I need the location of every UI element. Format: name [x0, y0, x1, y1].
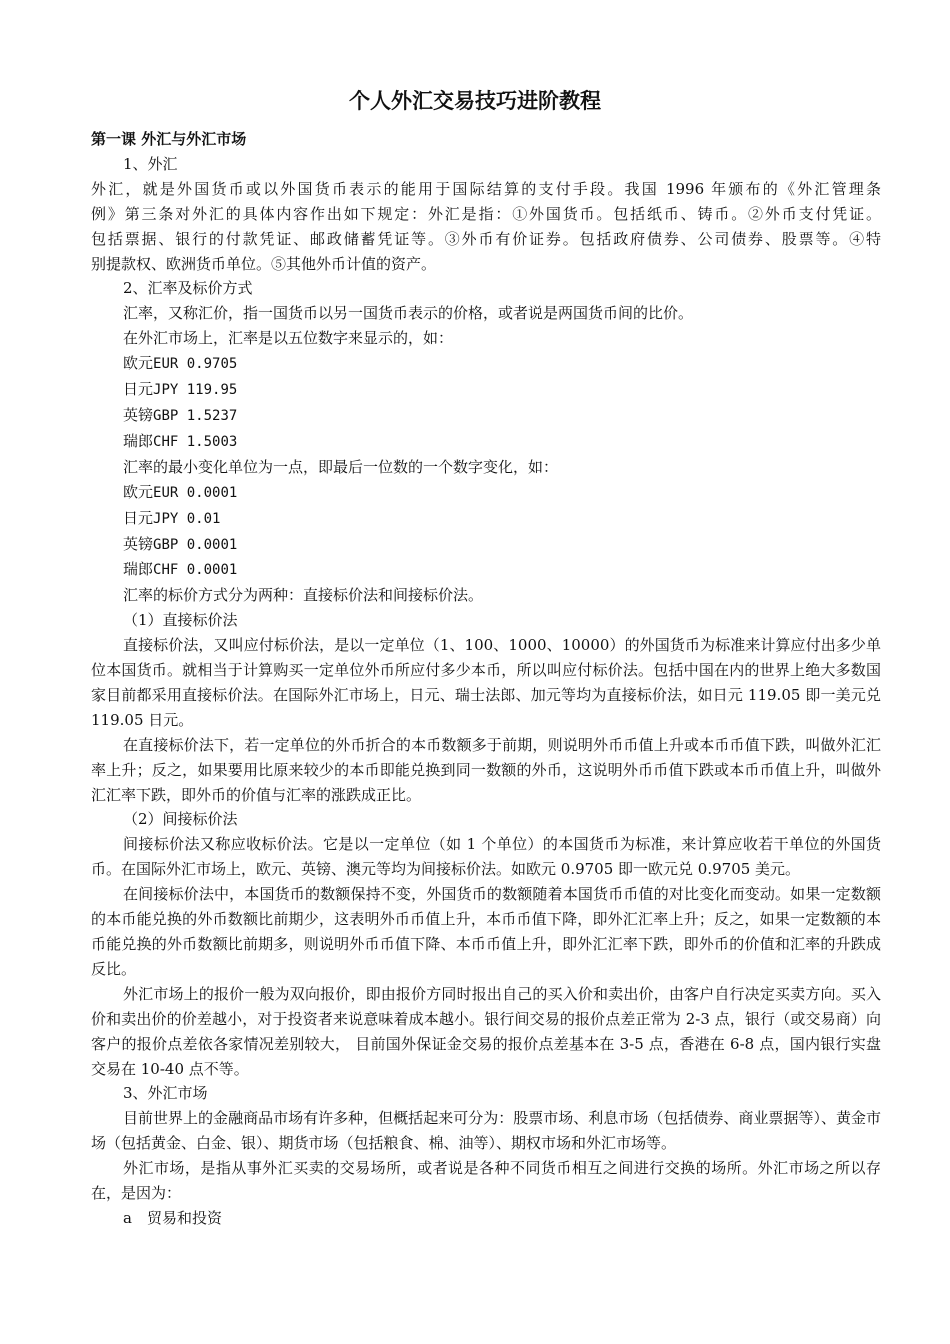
currency-quote: GBP 1.5237 — [153, 407, 238, 424]
rate-line — [91, 377, 881, 403]
document-title: 个人外汇交易技巧进阶教程 — [349, 89, 601, 113]
forex-definition-line: 别提款权、欧洲货币单位。⑤其他外币计值的资产。 — [91, 254, 437, 273]
currency-point: GBP 0.0001 — [153, 536, 238, 553]
point-line — [91, 480, 881, 506]
markets-paragraph: 目前世界上的金融商品市场有许多种，但概括起来可分为：股票市场、利息市场（包括债券、商业票据等）、黄金市场（包括黄金、白金、银）、期货市场（包括粮食、棉、油等）、期权市场和外汇市场等。 — [91, 1109, 881, 1153]
point-line — [91, 506, 881, 532]
forex-definition-line: 外汇，就是外国货币或以外国货币表示的能用于国际结算的支付手段。我国 1996 年颁布的《外汇管理条 — [91, 179, 881, 198]
currency-quote: CHF 1.5003 — [153, 433, 238, 450]
currency-name: 欧元 — [123, 354, 154, 373]
rate-line — [91, 351, 881, 377]
currency-name: 瑞郎 — [123, 431, 154, 450]
direct-quotation-heading: （1）直接标价法 — [123, 611, 238, 630]
indirect-quotation-paragraph: 间接标价法又称应收标价法。它是以一定单位（如 1 个单位）的本国货币为标准，来计算应收若干单位的外国货币。在国际外汇市场上，欧元、英镑、澳元等均为间接标价法。如欧元 0.9705 即一欧元兑 0.9705 美元。 — [91, 835, 881, 879]
section-heading-forex: 1、外汇 — [123, 154, 178, 173]
five-digit-intro: 在外汇市场上，汇率是以五位数字来显示的，如： — [123, 329, 454, 348]
quotation-methods: 汇率的标价方式分为两种：直接标价法和间接标价法。 — [123, 586, 484, 605]
indirect-quotation-paragraph: 在间接标价法中，本国货币的数额保持不变，外国货币的数额随着本国货币币值的对比变化而变动。如果一定数额的本币能兑换的外币数额比前期少，这表明外币币值上升，本币币值下降，即外汇汇率上升；反之，如果一定数额的本币能兑换的外币数额比前期多，则说明外币币值下降、本币币值上升，即外汇汇率下跌，即外币的价值和汇率的升跌成反比。 — [91, 885, 881, 978]
list-item-a: a 贸易和投资 — [123, 1208, 222, 1227]
currency-name: 瑞郎 — [123, 560, 154, 579]
currency-quote: EUR 0.9705 — [153, 356, 238, 373]
indirect-quotation-heading: （2）间接标价法 — [123, 810, 238, 829]
direct-quotation-paragraph: 直接标价法，又叫应付标价法，是以一定单位（1、100、1000、10000）的外国货币为标准来计算应付出多少单位本国货币。就相当于计算购买一定单位外币所应付多少本币，所以叫应付标价法。包括中国在内的世界上绝大多数国家目前都采用直接标价法。在国际外汇市场上，日元、瑞士法郎、加元等均为直接标价法，如日元 119.05 即一美元兑 119.05 日元。 — [91, 636, 881, 729]
section-heading-exchange-rate: 2、汇率及标价方式 — [123, 279, 253, 298]
exchange-rate-definition: 汇率，又称汇价，指一国货币以另一国货币表示的价格，或者说是两国货币间的比价。 — [123, 304, 694, 323]
section-heading-forex-market: 3、外汇市场 — [123, 1084, 208, 1103]
currency-name: 日元 — [123, 380, 154, 399]
point-line — [91, 557, 881, 583]
rate-line — [91, 403, 881, 429]
rate-line — [91, 429, 881, 455]
forex-definition-line: 包括票据、银行的付款凭证、邮政储蓄凭证等。③外币有价证券。包括政府债券、公司债券、股票等。④特 — [91, 229, 881, 248]
document-body — [91, 127, 881, 1231]
lesson-heading: 第一课 外汇与外汇市场 — [91, 130, 247, 148]
currency-point: EUR 0.0001 — [153, 484, 238, 501]
currency-name: 英镑 — [123, 405, 154, 424]
point-line — [91, 532, 881, 558]
currency-name: 日元 — [123, 508, 154, 527]
two-way-quote-paragraph: 外汇市场上的报价一般为双向报价，即由报价方同时报出自己的买入价和卖出价，由客户自行决定买卖方向。买入价和卖出价的价差越小，对于投资者来说意味着成本越小。银行间交易的报价点差正常为 2-3 点，银行（或交易商）向客户的报价点差依各家情况差别较大， 目前国外保证金交易的报价点差基本在 3-5 点，香港在 6-8 点，国内银行实盘交易在 10-40 点不等。 — [91, 984, 881, 1078]
min-unit-intro: 汇率的最小变化单位为一点，即最后一位数的一个数字变化，如： — [123, 457, 559, 476]
currency-quote: JPY 119.95 — [153, 382, 238, 399]
direct-quotation-paragraph: 在直接标价法下，若一定单位的外币折合的本币数额多于前期，则说明外币币值上升或本币币值下跌，叫做外汇汇率上升；反之，如果要用比原来较少的本币即能兑换到同一数额的外币，这说明外币币值下跌或本币币值上升，叫做外汇汇率下跌，即外币的价值与汇率的涨跌成正比。 — [91, 735, 881, 804]
currency-point: JPY 0.01 — [153, 510, 221, 527]
forex-definition-line: 例》第三条对外汇的具体内容作出如下规定：外汇是指：①外国货币。包括纸币、铸币。②外币支付凭证。 — [91, 204, 881, 223]
currency-name: 欧元 — [123, 482, 154, 501]
forex-market-paragraph: 外汇市场，是指从事外汇买卖的交易场所，或者说是各种不同货币相互之间进行交换的场所。外汇市场之所以存在，是因为： — [91, 1159, 881, 1203]
currency-point: CHF 0.0001 — [153, 562, 238, 579]
currency-name: 英镑 — [123, 534, 154, 553]
